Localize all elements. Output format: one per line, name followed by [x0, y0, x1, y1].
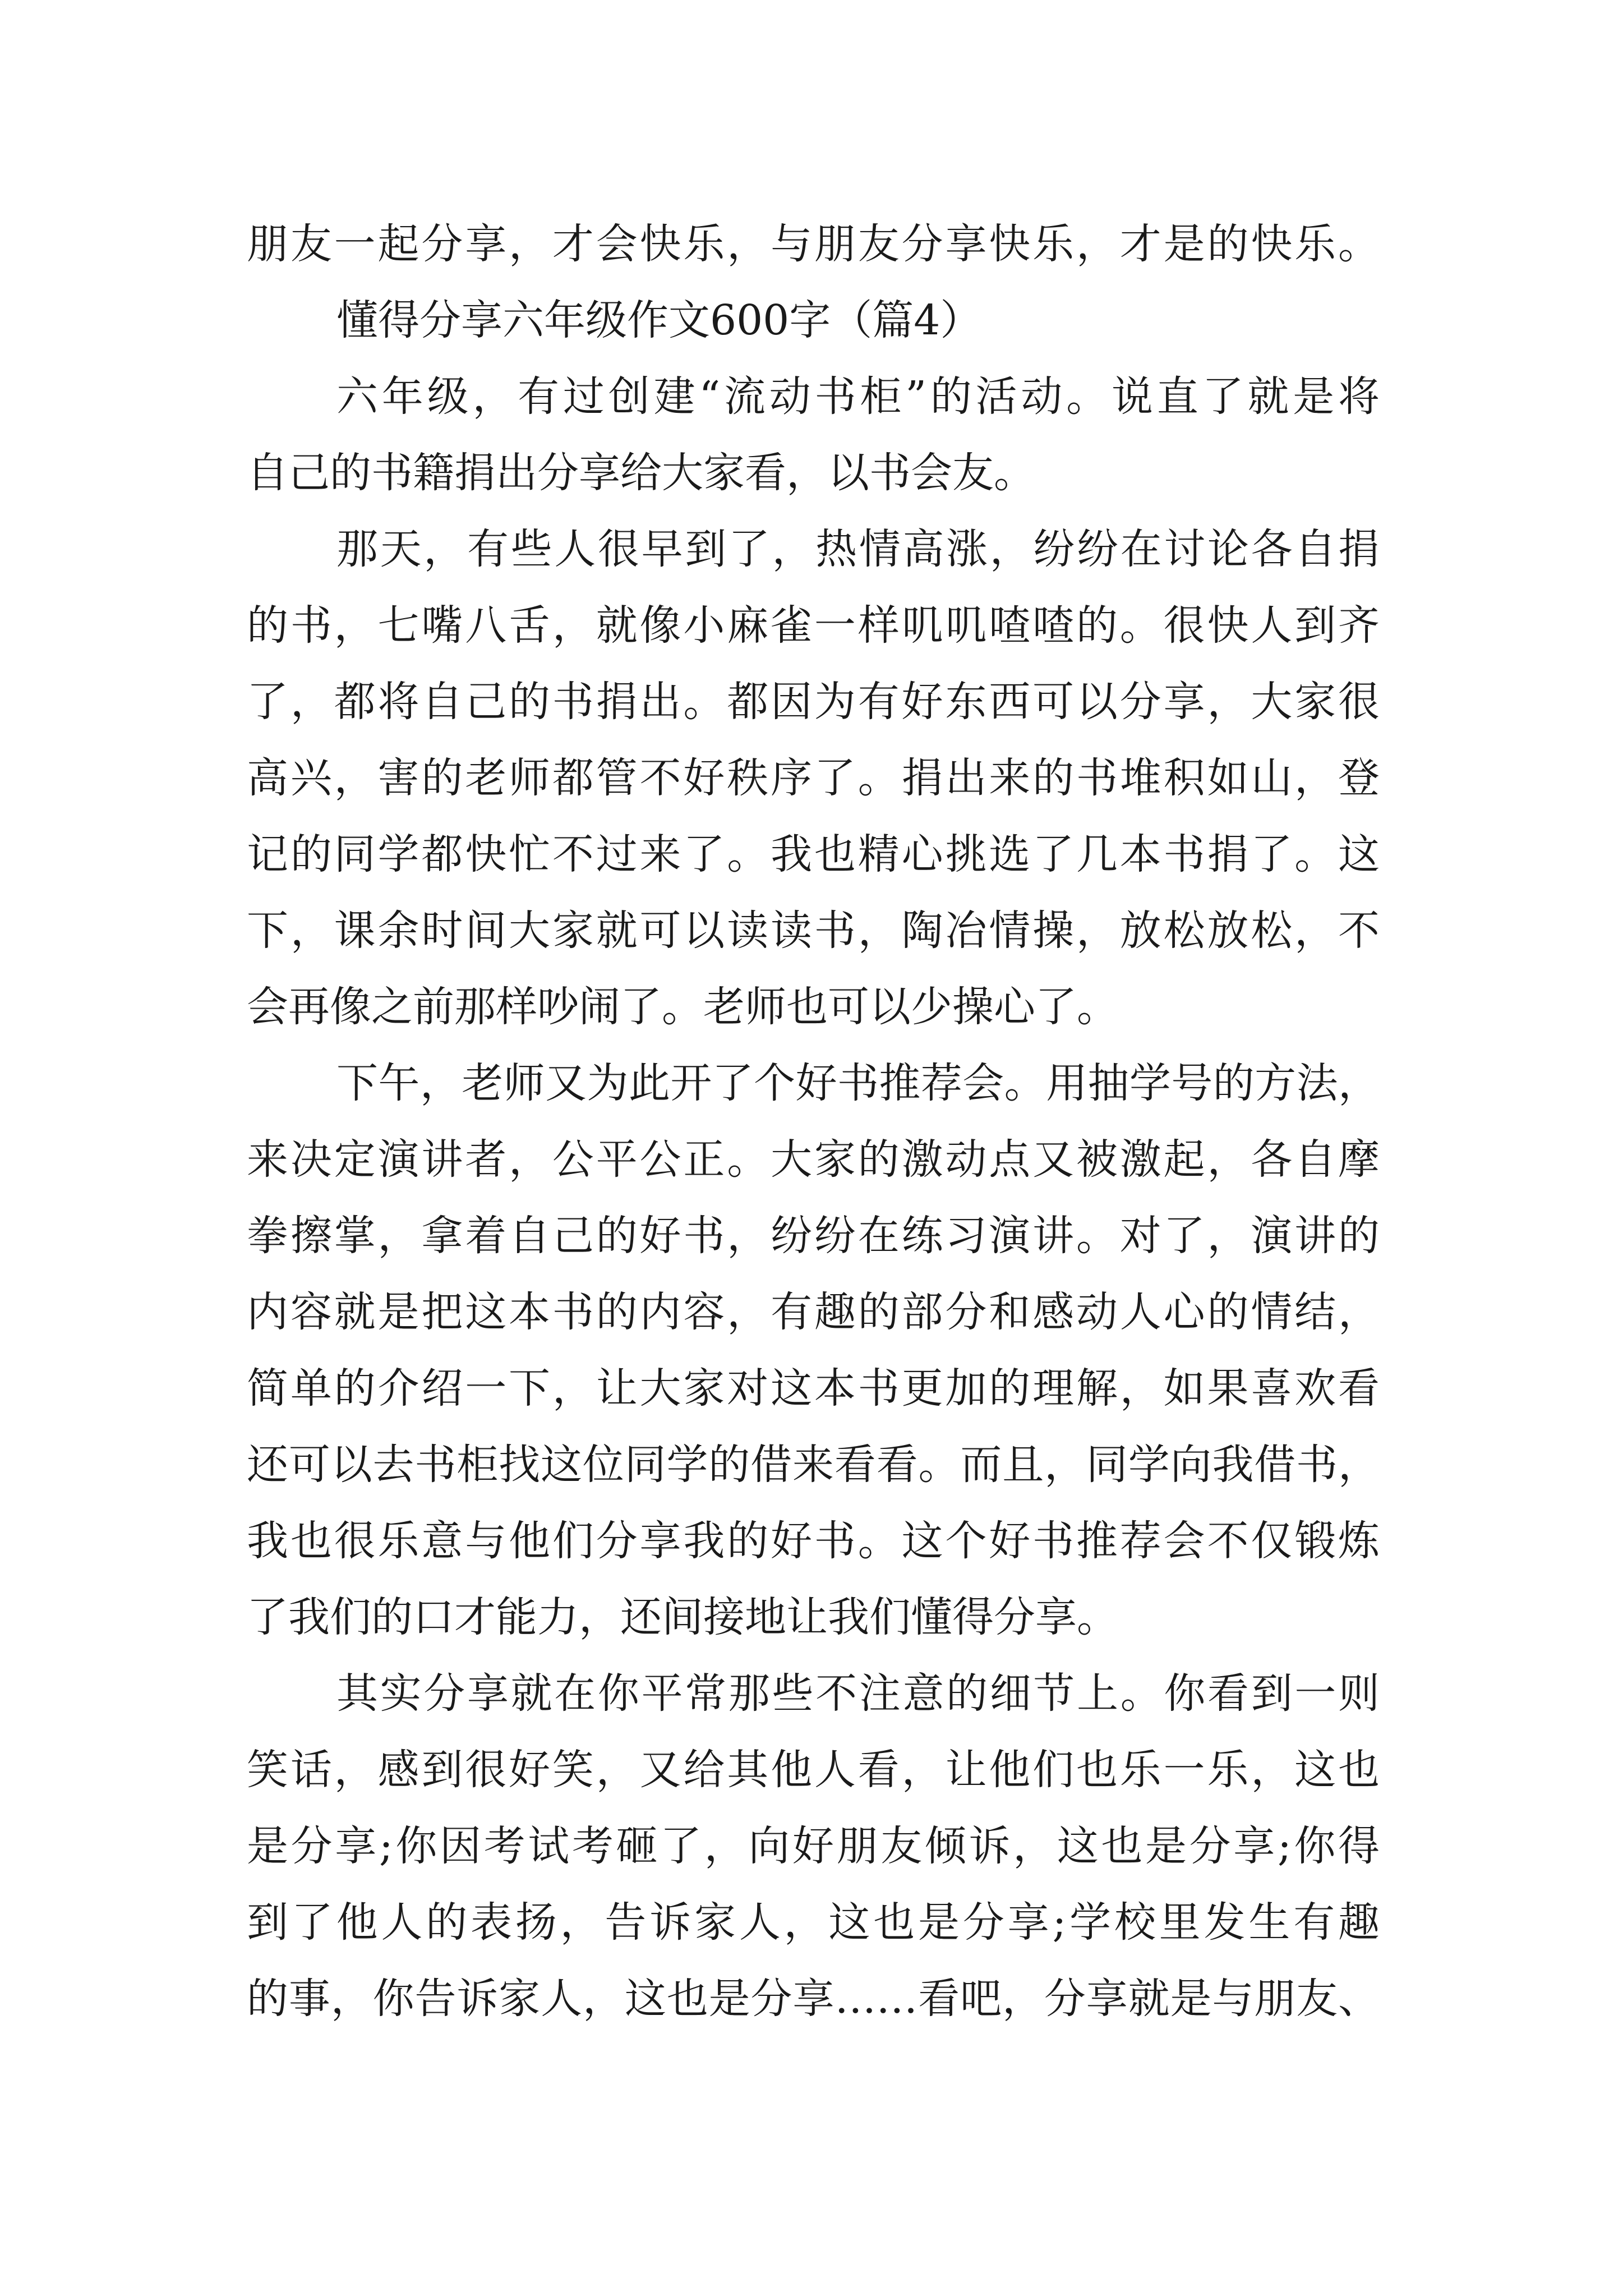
text-line: 六年级，有过创建“流动书柜”的活动。说直了就是将 [336, 372, 1380, 421]
text-line: 那天，有些人很早到了，热情高涨，纷纷在讨论各自捐 [336, 525, 1380, 573]
text-line: 其实分享就在你平常那些不注意的细节上。你看到一则 [336, 1669, 1380, 1718]
text-line: 了我们的口才能力，还间接地让我们懂得分享。 [247, 1593, 1118, 1641]
text-line: 内容就是把这本书的内容，有趣的部分和感动人心的情结， [247, 1288, 1380, 1336]
text-line: 简单的介绍一下，让大家对这本书更加的理解，如果喜欢看 [247, 1364, 1380, 1412]
text-line: 是分享;你因考试考砸了，向好朋友倾诉，这也是分享;你得 [247, 1822, 1380, 1870]
text-line: 高兴，害的老师都管不好秩序了。捐出来的书堆积如山，登 [247, 754, 1380, 802]
text-line: 还可以去书柜找这位同学的借来看看。而且，同学向我借书， [247, 1441, 1380, 1489]
text-line: 朋友一起分享，才会快乐，与朋友分享快乐，才是的快乐。 [247, 220, 1380, 268]
text-line: 我也很乐意与他们分享我的好书。这个好书推荐会不仅锻炼 [247, 1517, 1380, 1565]
text-line: 到了他人的表扬，告诉家人，这也是分享;学校里发生有趣 [247, 1898, 1380, 1947]
text-line: 的书，七嘴八舌，就像小麻雀一样叽叽喳喳的。很快人到齐 [247, 601, 1380, 650]
text-line: 了，都将自己的书捐出。都因为有好东西可以分享，大家很 [247, 678, 1380, 726]
text-line: 拳擦掌，拿着自己的好书，纷纷在练习演讲。对了，演讲的 [247, 1212, 1380, 1260]
text-line: 笑话，感到很好笑，又给其他人看，让他们也乐一乐，这也 [247, 1746, 1380, 1794]
text-line: 下午，老师又为此开了个好书推荐会。用抽学号的方法， [336, 1059, 1380, 1107]
text-line: 的事，你告诉家人，这也是分享……看吧，分享就是与朋友、 [247, 1975, 1380, 2023]
section-heading: 懂得分享六年级作文600字（篇4） [336, 296, 982, 344]
text-line: 下，课余时间大家就可以读读书，陶冶情操，放松放松，不 [247, 907, 1380, 955]
text-line: 记的同学都快忙不过来了。我也精心挑选了几本书捐了。这 [247, 830, 1380, 878]
text-line: 来决定演讲者，公平公正。大家的激动点又被激起，各自摩 [247, 1135, 1380, 1184]
text-line: 会再像之前那样吵闹了。老师也可以少操心了。 [247, 983, 1118, 1031]
text-line: 自己的书籍捐出分享给大家看，以书会友。 [247, 449, 1035, 497]
